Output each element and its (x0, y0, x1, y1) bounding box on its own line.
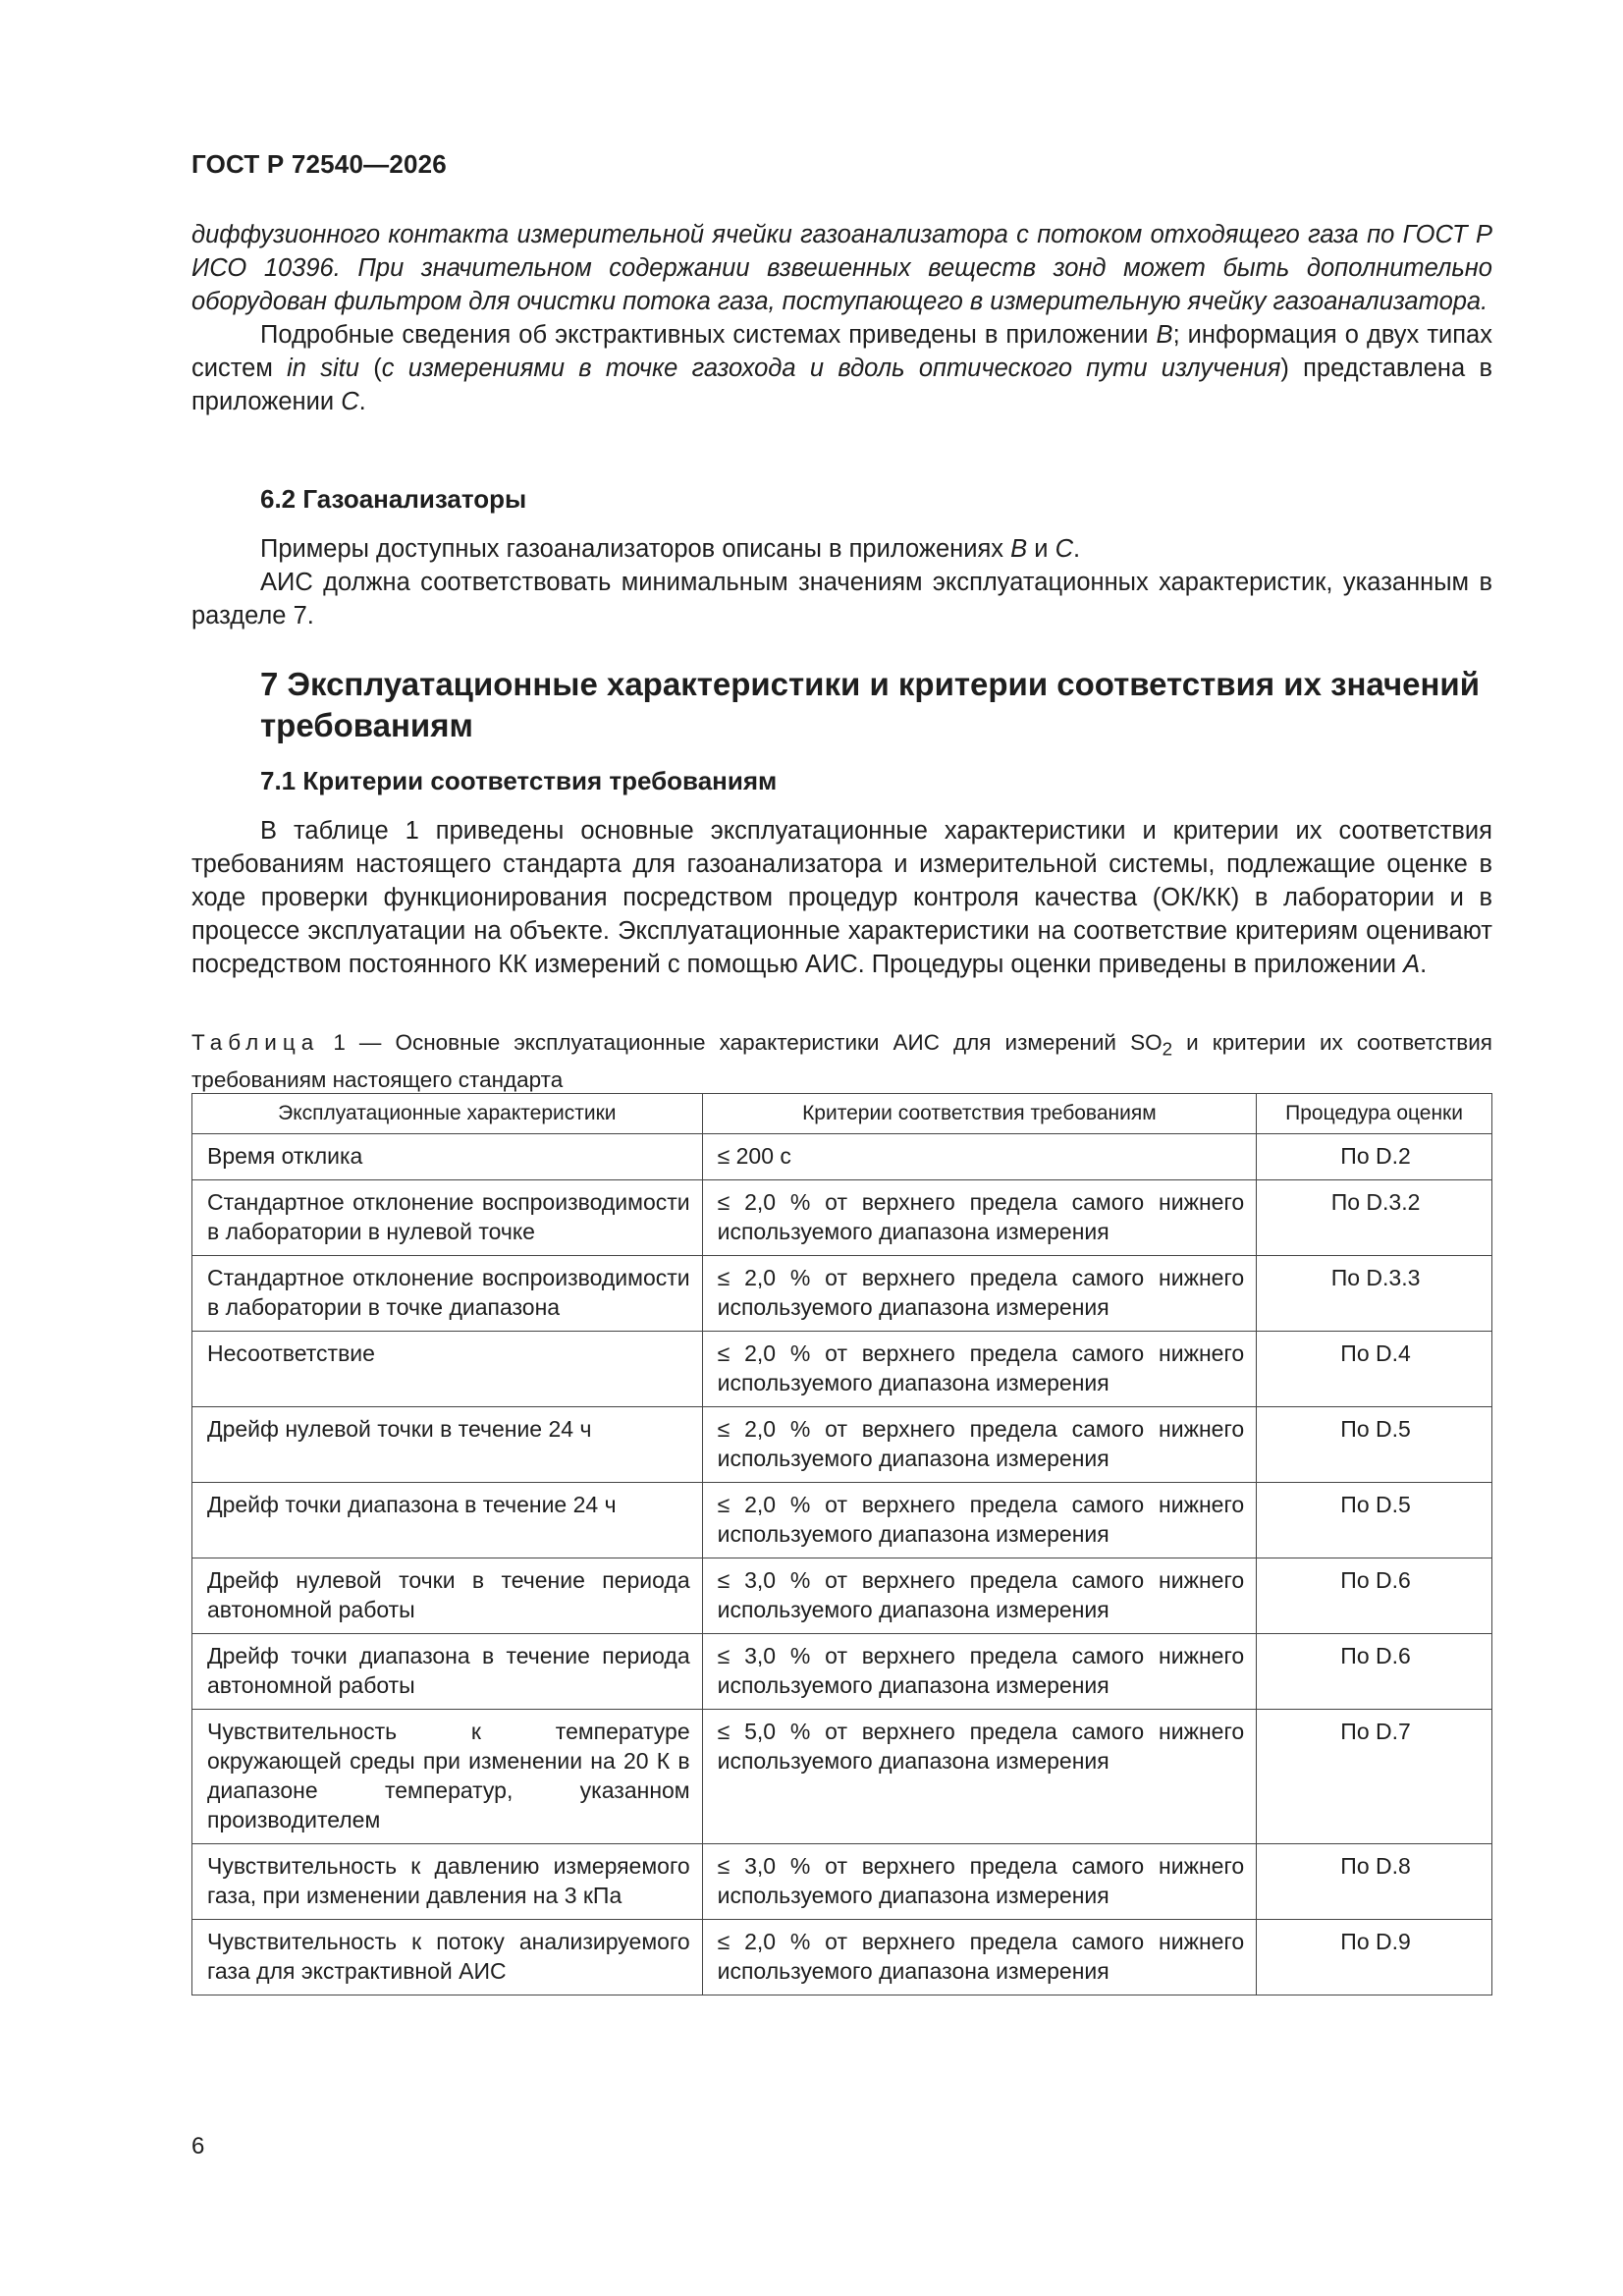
table-row (192, 1407, 1492, 1483)
cell-procedure: По D.5 (1257, 1407, 1492, 1483)
table-row (192, 1256, 1492, 1332)
section-7-1-paragraph: В таблице 1 приведены основные эксплуатационные характеристики и критерии их соответствия требованиям настоящего стандарта для газоанализатора и измерительной системы, подлежащие оценке в ходе проверки функционирования посредством процедур контроля качества (ОК/КК) в лаборатории и в процессе эксплуатации на объекте. Эксплуатационные характеристики на соответствие критериям оценивают посредством постоянного КК измерений с помощью АИС. Процедуры оценки приведены в приложении A. (191, 817, 1492, 978)
cell-procedure: По D.6 (1257, 1634, 1492, 1710)
cell-characteristic: Дрейф нулевой точки в течение 24 ч (192, 1407, 703, 1483)
cell-criterion: ≤ 2,0 % от верхнего предела самого нижнего используемого диапазона измерения (702, 1407, 1257, 1483)
cell-procedure: По D.5 (1257, 1483, 1492, 1558)
cell-criterion: ≤ 3,0 % от верхнего предела самого нижнего используемого диапазона измерения (702, 1634, 1257, 1710)
cell-procedure: По D.9 (1257, 1920, 1492, 1995)
page-number: 6 (191, 2133, 205, 2159)
cell-procedure: По D.6 (1257, 1558, 1492, 1634)
table-1-caption: Таблица 1 — Основные эксплуатационные характеристики АИС для измерений $SO_2$ и критерии их соответствия требованиям настоящего стандарта (191, 1030, 1492, 1092)
section-6-2-paragraph-1: Примеры доступных газоанализаторов описаны в приложениях B и C. (260, 535, 1081, 563)
table-row (192, 1332, 1492, 1407)
cell-criterion: ≤ 2,0 % от верхнего предела самого нижнего используемого диапазона измерения (702, 1483, 1257, 1558)
header-procedure: Процедура оценки (1257, 1094, 1492, 1134)
cell-criterion: ≤ 2,0 % от верхнего предела самого нижнего используемого диапазона измерения (702, 1332, 1257, 1407)
cell-criterion: ≤ 3,0 % от верхнего предела самого нижнего используемого диапазона измерения (702, 1844, 1257, 1920)
intro-block (191, 218, 1492, 418)
cell-procedure: По D.3.2 (1257, 1180, 1492, 1256)
cell-criterion: ≤ 3,0 % от верхнего предела самого нижнего используемого диапазона измерения (702, 1558, 1257, 1634)
table-row (192, 1634, 1492, 1710)
header-criteria: Критерии соответствия требованиям (702, 1094, 1257, 1134)
cell-characteristic: Чувствительность к температуре окружающей среды при изменении на 20 К в диапазоне температур, указанном производителем (192, 1710, 703, 1844)
table-row (192, 1558, 1492, 1634)
header-characteristics: Эксплуатационные характеристики (192, 1094, 703, 1134)
section-6-2-body (191, 532, 1492, 632)
cell-criterion: ≤ 200 с (702, 1134, 1257, 1180)
cell-criterion: ≤ 2,0 % от верхнего предела самого нижнего используемого диапазона измерения (702, 1180, 1257, 1256)
cell-procedure: По D.3.3 (1257, 1256, 1492, 1332)
cell-procedure: По D.7 (1257, 1710, 1492, 1844)
cell-characteristic: Чувствительность к давлению измеряемого газа, при изменении давления на 3 кПа (192, 1844, 703, 1920)
table-header-row (192, 1094, 1492, 1134)
intro-paragraph-2: Подробные сведения об экстрактивных системах приведены в приложении B; информация о двух типах систем in situ (с измерениями в точке газохода и вдоль оптического пути излучения) представлена в приложении C. (191, 321, 1493, 415)
table-row (192, 1844, 1492, 1920)
table-body (192, 1134, 1492, 1995)
table-row (192, 1920, 1492, 1995)
heading-6-2: 6.2 Газоанализаторы (260, 484, 527, 514)
cell-characteristic: Стандартное отклонение воспроизводимости в лаборатории в точке диапазона (192, 1256, 703, 1332)
cell-characteristic: Несоответствие (192, 1332, 703, 1407)
section-7-1-body (191, 814, 1492, 981)
cell-characteristic: Стандартное отклонение воспроизводимости в лаборатории в нулевой точке (192, 1180, 703, 1256)
table-row (192, 1180, 1492, 1256)
cell-criterion: ≤ 5,0 % от верхнего предела самого нижнего используемого диапазона измерения (702, 1710, 1257, 1844)
cell-criterion: ≤ 2,0 % от верхнего предела самого нижнего используемого диапазона измерения (702, 1256, 1257, 1332)
table-1 (191, 1093, 1492, 1995)
cell-characteristic: Дрейф точки диапазона в течение периода автономной работы (192, 1634, 703, 1710)
standard-code: ГОСТ Р 72540—2026 (191, 149, 447, 179)
cell-procedure: По D.2 (1257, 1134, 1492, 1180)
cell-procedure: По D.8 (1257, 1844, 1492, 1920)
heading-7-1: 7.1 Критерии соответствия требованиям (260, 766, 778, 795)
intro-continuation: диффузионного контакта измерительной ячейки газоанализатора с потоком отходящего газа по ГОСТ Р ИСО 10396. При значительном содержании взвешенных веществ зонд может быть дополнительно оборудован фильтром для очистки потока газа, поступающего в измерительную ячейку газоанализатора. (191, 221, 1492, 315)
table-row (192, 1710, 1492, 1844)
heading-7: 7 Эксплуатационные характеристики и критерии соответствия их значений требованиям (260, 666, 1480, 743)
cell-characteristic: Чувствительность к потоку анализируемого газа для экстрактивной АИС (192, 1920, 703, 1995)
cell-characteristic: Дрейф точки диапазона в течение 24 ч (192, 1483, 703, 1558)
cell-characteristic: Дрейф нулевой точки в течение периода автономной работы (192, 1558, 703, 1634)
table-row (192, 1134, 1492, 1180)
cell-criterion: ≤ 2,0 % от верхнего предела самого нижнего используемого диапазона измерения (702, 1920, 1257, 1995)
cell-procedure: По D.4 (1257, 1332, 1492, 1407)
cell-characteristic: Время отклика (192, 1134, 703, 1180)
section-6-2-paragraph-2: АИС должна соответствовать минимальным значениям эксплуатационных характеристик, указанным в разделе 7. (191, 569, 1492, 629)
table-row (192, 1483, 1492, 1558)
